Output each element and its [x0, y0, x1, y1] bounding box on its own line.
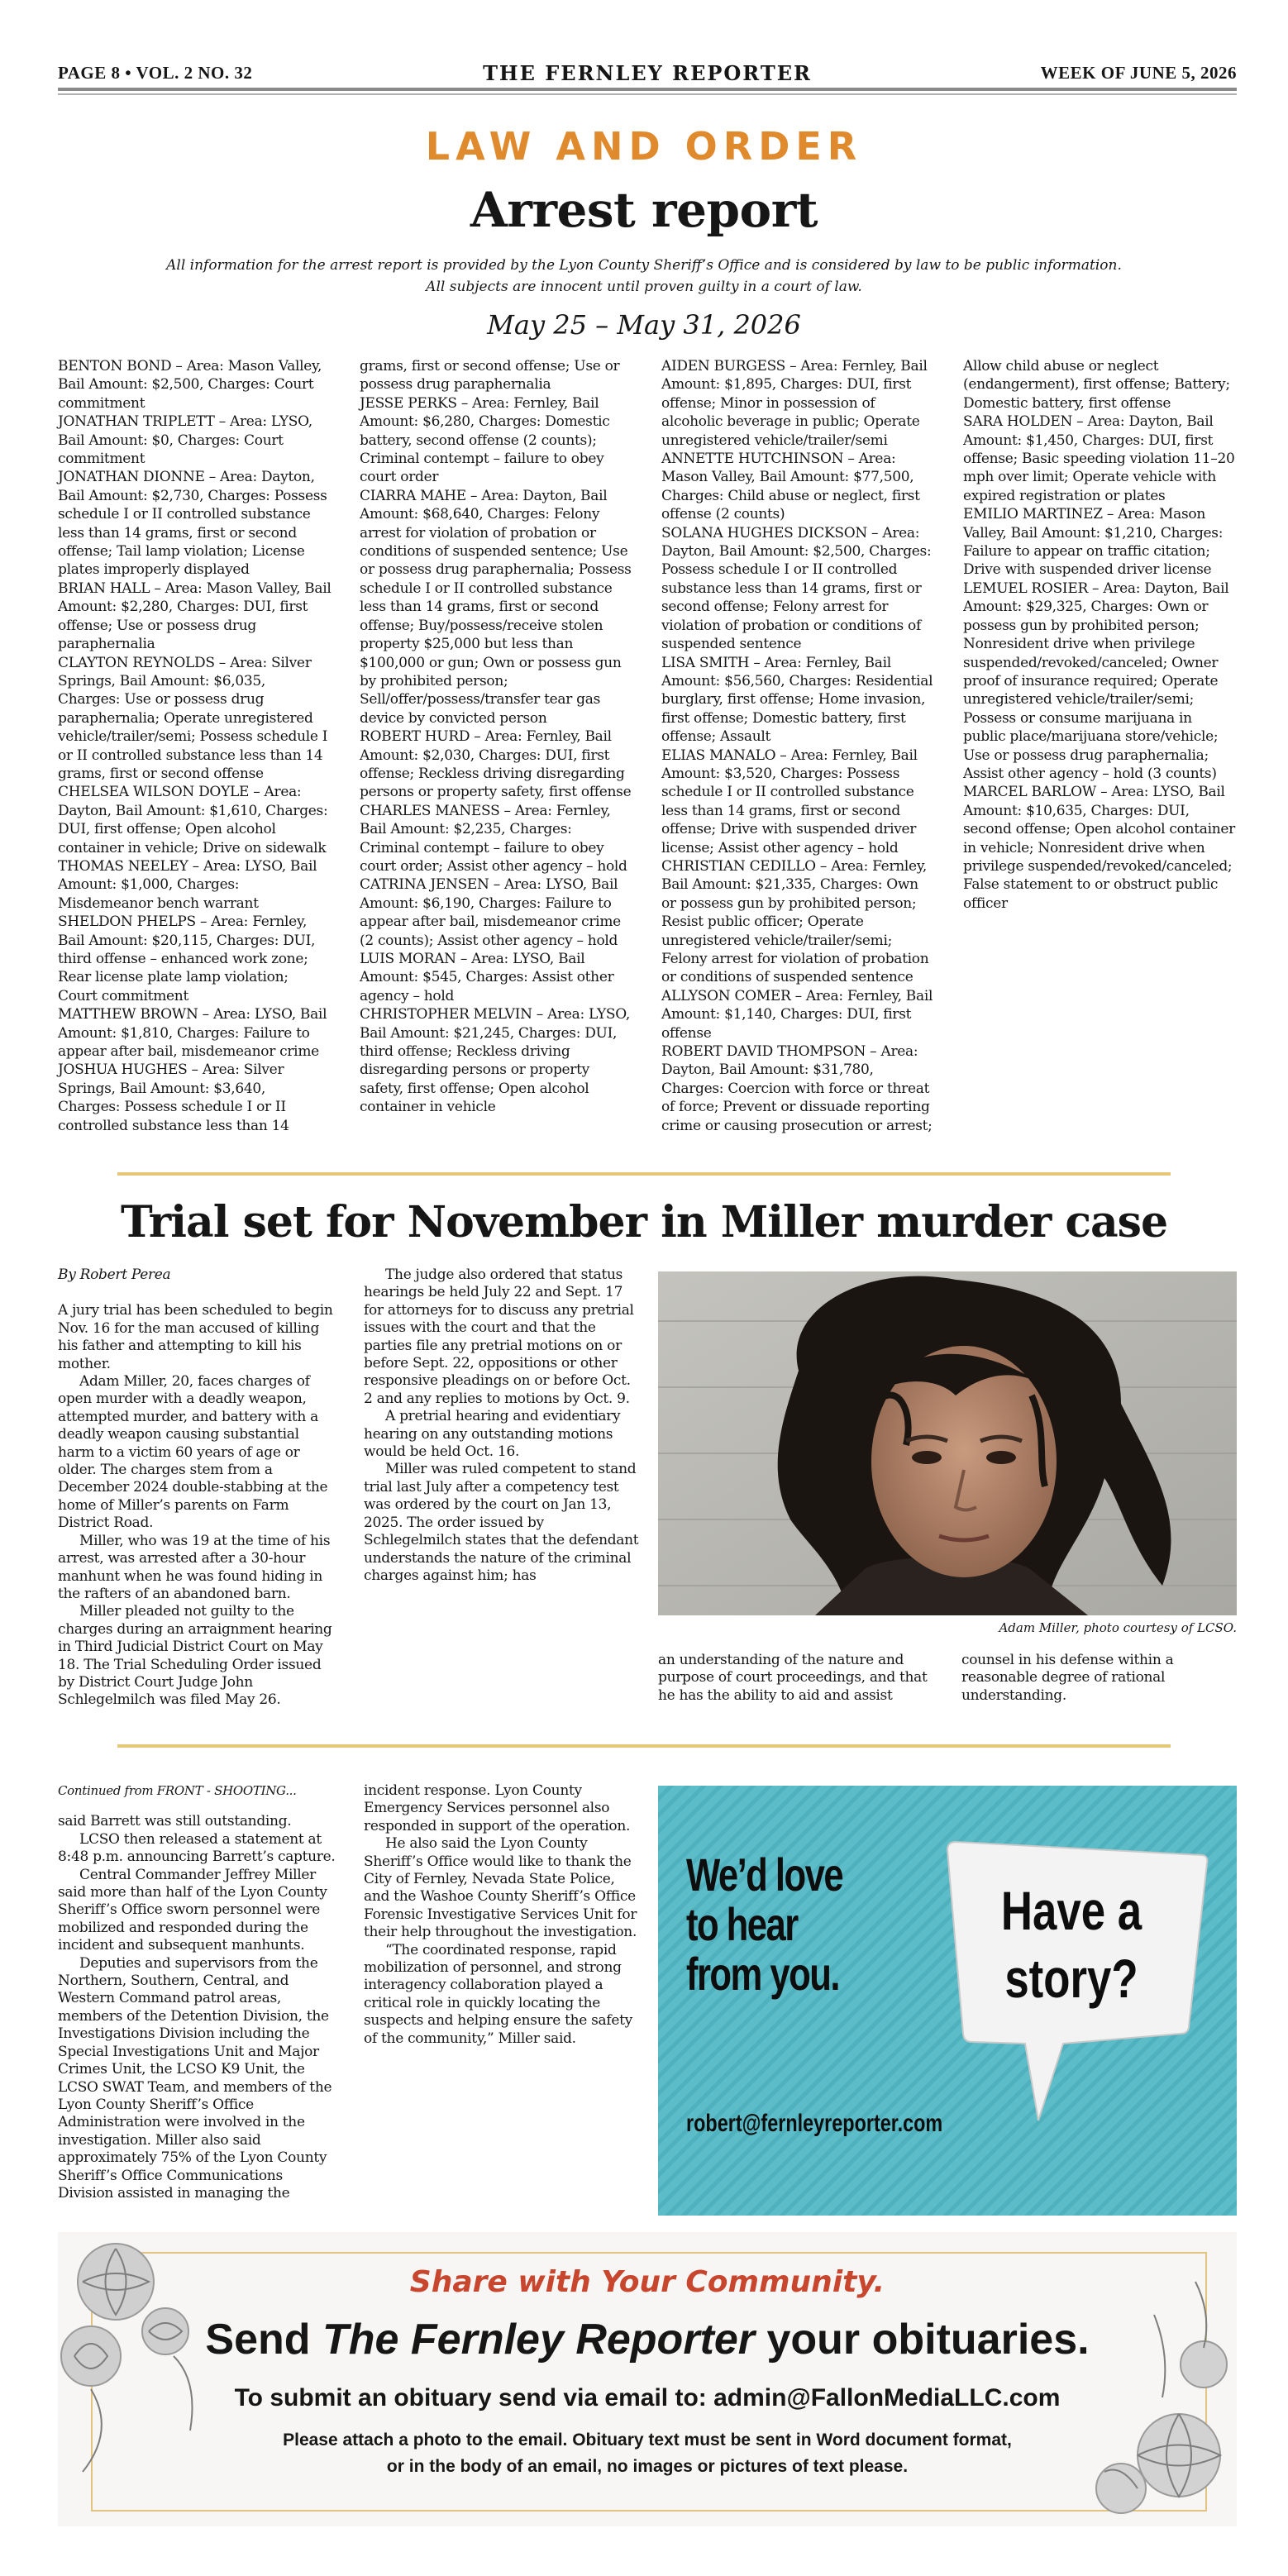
obituary-banner	[58, 2232, 1237, 2526]
story-paragraph: an understanding of the nature and purpose of court proceedings, and that he has the ability to aid and assist counsel in his defense within a reasonable degree of rational understanding.	[658, 1652, 1174, 1704]
arrest-details: – Area: LYSO, Bail Amount: $10,635, Charges: DUI, second offense; Open alcohol container in vehicle; Nonresident drive when privilege suspended/revoked/canceled; False statement to or obstruct public officer	[963, 784, 1235, 912]
arrest-details: – Area: LYSO, Bail Amount: $21,245, Charges: DUI, third offense; Reckless driving disregarding persons or property safety, first offense; Open alcohol container in vehicle	[360, 1006, 630, 1116]
arrest-details: – Area: Dayton, Bail Amount: $2,500, Charges: Possess schedule I or II controlled substance less than 14 grams, first or second offense; Felony arrest for violation of probation or conditions of suspended sentence	[661, 524, 932, 653]
section-divider	[117, 1744, 1171, 1748]
story-paragraph: LCSO then released a statement at 8:48 p.m. announcing Barrett’s capture.	[58, 1830, 336, 1866]
arrest-name: CHRISTIAN CEDILLO	[661, 857, 816, 875]
paper-name: THE FERNLEY REPORTER	[483, 61, 812, 85]
arrest-entry	[661, 524, 935, 654]
ad-bubble-text: Have a story?	[1000, 1880, 1143, 2009]
arrest-name: AIDEN BURGESS	[661, 358, 786, 374]
arrest-report-title: Arrest report	[470, 182, 818, 238]
continued-story-body	[58, 1782, 642, 2212]
arrest-name: SOLANA HUGHES DICKSON	[661, 524, 867, 541]
arrest-details: – Area: Dayton, Bail Amount: $2,730, Charges: Possess schedule I or II controlled substance less than 14 grams, first or second offense; Tail lamp violation; License plates improperly displayed	[58, 469, 327, 579]
trial-headline: Trial set for November in Miller murder case	[120, 1197, 1168, 1247]
arrest-name: BENTON BOND	[58, 358, 172, 374]
arrest-details: – Area: Fernley, Bail Amount: $2,030, Charges: DUI, first offense; Reckless driving disregarding persons or property safety, first offense	[360, 728, 632, 801]
mugshot-photo	[658, 1271, 1237, 1615]
arrest-entry	[360, 487, 633, 727]
arrest-name: LEMUEL ROSIER	[963, 580, 1088, 597]
continued-label: Continued from FRONT - SHOOTING...	[58, 1783, 297, 1798]
headline-part: Send	[205, 2316, 322, 2364]
arrest-name: CIARRA MAHE	[360, 487, 466, 504]
story-paragraph: He also said the Lyon County Sheriff’s Office would like to thank the City of Fernley, Nevada State Police, and the Washoe County Sheriff’s Office Forensic Investigative Services Unit for their help throughout the investigation.	[364, 1835, 637, 1941]
headline-paper-name: The Fernley Reporter	[322, 2316, 756, 2364]
arrest-entry	[963, 505, 1237, 580]
banner-script-line: Share with Your Community.	[409, 2265, 885, 2299]
story-paragraph: Deputies and supervisors from the Northern, Southern, Central, and Western Command patrol areas, members of the Detention Division, the Investigations Division including the Special Investigations Unit and Major Crimes Unit, the LCSO K9 Unit, the LCSO SWAT Team, and members of the Lyon County Sheriff’s Office Administration were involved in the investigation. Miller also said approximately 75% of the Lyon County Sheriff’s Office Communications Division assisted in managing the incident response. Lyon County Emergency Services personnel also responded in support of the operation.	[58, 1782, 631, 2202]
trial-story-continuation	[658, 1652, 1237, 1718]
ad-main-text: We’d love to hear from you.	[686, 1849, 843, 2000]
story-paragraph: Miller, who was 19 at the time of his arrest, was arrested after a 30-hour manhunt when he was found hiding in the rafters of an abandoned barn.	[58, 1532, 331, 1602]
banner-note-line: or in the body of an email, no images or pictures of text please.	[386, 2457, 909, 2476]
arrest-entry	[661, 987, 935, 1042]
arrest-entry	[58, 580, 332, 654]
arrest-name: JOSHUA HUGHES	[58, 1061, 188, 1079]
arrest-details: – Area: LYSO, Bail Amount: $0, Charges: Court commitment	[58, 413, 312, 468]
arrest-entry	[661, 654, 935, 747]
disclaimer-line: All information for the arrest report is provided by the Lyon County Sheriff’s Office and is considered by law to be public information.	[166, 257, 1122, 274]
arrest-name: ALLYSON COMER	[661, 987, 791, 1004]
arrest-details: – Area: Mason Valley, Bail Amount: $77,500, Charges: Child abuse or neglect, first offense (2 counts)	[661, 451, 920, 523]
arrest-details: – Area: Dayton, Bail Amount: $1,450, Charges: DUI, first offense; Basic speeding violation 11–20 mph over limit; Operate vehicle with expired registration or plates	[963, 413, 1235, 504]
story-paragraph: Central Commander Jeffrey Miller said more than half of the Lyon County Sheriff’s Office sworn personnel were mobilized and responded during the incident and subsequent manhunts.	[58, 1866, 327, 1954]
arrest-details: – Area: Fernley, Bail Amount: $3,520, Charges: Possess schedule I or II controlled substance less than 14 grams, first or second offense; Drive with suspended driver license; Assist other agency – hold	[661, 747, 918, 856]
arrest-details: – Area: Mason Valley, Bail Amount: $1,210, Charges: Failure to appear on traffic citation; Drive with suspended driver license	[963, 506, 1224, 579]
story-paragraph: A jury trial has been scheduled to begin Nov. 16 for the man accused of killing his father and attempting to kill his mother.	[58, 1302, 333, 1372]
arrest-name: ROBERT HURD	[360, 728, 470, 746]
banner-headline	[58, 2315, 1237, 2364]
arrest-name: EMILIO MARTINEZ	[963, 506, 1103, 523]
arrest-name: JESSE PERKS	[360, 394, 457, 412]
arrest-details: – Area: Dayton, Bail Amount: $68,640, Charges: Felony arrest for violation of probation or conditions of suspended sentence; Use or possess drug paraphernalia; Possess schedule I or II controlled substance less than 14 grams, first or second offense; Buy/possess/receive stolen property $25,000 but less than $100,000 or gun; Own or possess gun by prohibited person; Sell/offer/possess/transfer tear gas device by convicted person	[360, 487, 632, 727]
arrest-details: – Area: LYSO, Bail Amount: $6,190, Charges: Failure to appear after bail, misdemeanor crime (2 counts); Assist other agency – hold	[360, 876, 621, 949]
ad-email-link[interactable]: robert@fernleyreporter.com	[686, 2110, 943, 2137]
arrest-details: – Area: Mason Valley, Bail Amount: $2,280, Charges: DUI, first offense; Use or possess drug paraphernalia	[58, 580, 332, 653]
story-paragraph: The judge also ordered that status hearings be held July 22 and Sept. 17 for attorneys for to discuss any pretrial issues with the court and that the parties file any pretrial motions on or before Sept. 22, oppositions or other responsive pleadings on or before Oct. 2 and any replies to motions by Oct. 9.	[364, 1267, 634, 1407]
arrest-details: – Area: Dayton, Bail Amount: $29,325, Charges: Own or possess gun by prohibited person; Nonresident drive when privilege suspended/revoked/canceled; Owner proof of insurance required; Operate unregistered vehicle/trailer/semi; Possess or consume marijuana in public place/marijuana store/vehicle; Use or possess drug paraphernalia; Assist other agency – hold (3 counts)	[963, 580, 1229, 782]
arrest-entry	[661, 357, 935, 450]
masthead-rule	[58, 88, 1237, 91]
story-paragraph: Adam Miller, 20, faces charges of open murder with a deadly weapon, attempted murder, and battery with a deadly weapon causing substantial harm to a victim 60 years of age or older. The charges stem from a December 2024 double-stabbing at the home of Miller’s parents on Farm District Road.	[58, 1373, 328, 1532]
photo-caption: Adam Miller, photo courtesy of LCSO.	[999, 1620, 1237, 1635]
arrest-name: CLAYTON REYNOLDS	[58, 654, 215, 671]
byline: By Robert Perea	[58, 1267, 171, 1283]
headline-part: your obituaries.	[755, 2316, 1090, 2364]
arrest-name: CHELSEA WILSON DOYLE	[58, 784, 250, 801]
arrest-details: – Area: Fernley, Bail Amount: $2,235, Charges: Criminal contempt – failure to obey court order; Assist other agency – hold	[360, 802, 627, 875]
arrest-entry	[58, 913, 332, 1005]
story-paragraph: A pretrial hearing and evidentiary hearing on any outstanding motions would be held Oct. 16.	[364, 1408, 621, 1461]
arrest-entry	[661, 450, 935, 524]
arrest-details: – Area: Fernley, Bail Amount: $21,335, Charges: Own or possess gun by prohibited person; Resist public officer; Operate unregistered vehicle/trailer/semi; Felony arrest for violation of probation or conditions of suspended sentence	[661, 857, 929, 986]
arrest-name: CATRINA JENSEN	[360, 876, 489, 894]
arrest-name: THOMAS NEELEY	[58, 857, 188, 875]
arrest-entry	[58, 1005, 332, 1061]
story-ad	[658, 1786, 1237, 2216]
arrest-entry	[360, 950, 633, 1005]
disclaimer-line: All subjects are innocent until proven guilty in a court of law.	[426, 279, 862, 295]
story-paragraph: Miller pleaded not guilty to the charges during an arraignment hearing in Third Judicial District Court on May 18. The Trial Scheduling Order issued by District Court Judge John Schlegelmilch was filed May 26.	[58, 1603, 332, 1709]
arrest-entry	[661, 747, 935, 857]
arrest-entry	[661, 857, 935, 987]
trial-story-body	[58, 1267, 642, 1716]
arrest-name: SARA HOLDEN	[963, 413, 1073, 431]
arrest-details: – Area: LYSO, Bail Amount: $545, Charges: Assist other agency – hold	[360, 951, 614, 1004]
arrest-details: – Area: Fernley, Bail Amount: $1,895, Charges: DUI, first offense; Minor in possession of alcoholic beverage in public; Operate unregistered vehicle/trailer/semi	[661, 358, 928, 449]
story-paragraph: “The coordinated response, rapid mobilization of personnel, and strong interagency collaboration played a critical role in quickly locating the suspects and helping ensure the safety of the community,” Miller said.	[364, 1941, 632, 2047]
arrest-list	[58, 357, 1237, 1146]
arrest-details: – Area: LYSO, Bail Amount: $1,000, Charges: Misdemeanor bench warrant	[58, 857, 317, 912]
arrest-name: LISA SMITH	[661, 654, 750, 671]
arrest-name: JONATHAN DIONNE	[58, 469, 205, 486]
section-divider	[117, 1172, 1171, 1176]
arrest-details: – Area: Dayton, Bail Amount: $31,780, Charges: Coercion with force or threat of force; Prevent or dissuade reporting crime or causing prosecution or arrest; Allow child abuse or neglect (endangerment), first offense; Battery; Domestic battery, first offense	[661, 358, 1230, 1134]
banner-email-line[interactable]: To submit an obituary send via email to: admin@FallonMediaLLC.com	[234, 2384, 1061, 2411]
banner-note-line: Please attach a photo to the email. Obituary text must be sent in Word document format,	[283, 2431, 1012, 2450]
arrest-entry	[58, 357, 332, 413]
arrest-name: MARCEL BARLOW	[963, 784, 1096, 801]
page-info: PAGE 8 • VOL. 2 NO. 32	[58, 63, 253, 83]
masthead-rule-thin	[58, 93, 1237, 95]
arrest-details: – Area: Fernley, Bail Amount: $6,280, Charges: Domestic battery, second offense (2 counts); Criminal contempt – failure to obey court order	[360, 394, 610, 486]
arrest-entry	[360, 727, 633, 802]
arrest-entry	[360, 1005, 633, 1116]
banner-note	[58, 2427, 1237, 2480]
arrest-entry	[360, 394, 633, 487]
arrest-entry	[58, 468, 332, 579]
arrest-name: ANNETTE HUTCHINSON	[661, 451, 844, 468]
arrest-entry	[58, 857, 332, 913]
arrest-name: LUIS MORAN	[360, 951, 456, 967]
arrest-entry	[58, 413, 332, 468]
arrest-details: – Area: Mason Valley, Bail Amount: $2,500, Charges: Court commitment	[58, 358, 322, 412]
arrest-entry	[58, 783, 332, 857]
arrest-disclaimer	[165, 255, 1123, 298]
arrest-entry	[963, 413, 1237, 505]
story-paragraph: Miller was ruled competent to stand trial last July after a competency test was ordered by the court on Jan 13, 2025. The order issued by Schlegelmilch states that the defendant understands the nature of the criminal charges against him; has	[364, 1461, 639, 1584]
arrest-date-range: May 25 – May 31, 2026	[487, 309, 801, 341]
arrest-name: MATTHEW BROWN	[58, 1006, 198, 1023]
masthead	[58, 60, 1237, 88]
arrest-details: – Area: Silver Springs, Bail Amount: $3,640, Charges: Possess schedule I or II controlled substance less than 14 grams, first or second offense; Use or possess drug paraphernalia	[58, 358, 620, 1134]
arrest-details: – Area: Fernley, Bail Amount: $20,115, Charges: DUI, third offense – enhanced work zone; Rear license plate lamp violation; Court commitment	[58, 914, 316, 1004]
arrest-details: – Area: Silver Springs, Bail Amount: $6,035, Charges: Use or possess drug paraphernalia; Operate unregistered vehicle/trailer/semi; Possess schedule I or II controlled substance less than 14 grams, first or second offense	[58, 654, 328, 782]
arrest-name: CHARLES MANESS	[360, 802, 500, 819]
section-kicker: LAW AND ORDER	[425, 124, 863, 169]
arrest-entry	[963, 580, 1237, 783]
arrest-name: ELIAS MANALO	[661, 747, 776, 764]
arrest-entry	[360, 802, 633, 876]
arrest-name: CHRISTOPHER MELVIN	[360, 1006, 532, 1023]
arrest-name: ROBERT DAVID THOMPSON	[661, 1043, 866, 1061]
arrest-name: SHELDON PHELPS	[58, 914, 196, 931]
arrest-entry	[58, 654, 332, 784]
arrest-details: – Area: Dayton, Bail Amount: $1,610, Charges: DUI, first offense; Open alcohol container in vehicle; Drive on sidewalk	[58, 784, 328, 856]
arrest-name: JONATHAN TRIPLETT	[58, 413, 215, 431]
arrest-entry	[360, 875, 633, 950]
issue-date: WEEK OF JUNE 5, 2026	[1040, 63, 1237, 83]
arrest-entry	[963, 783, 1237, 913]
story-paragraph: said Barrett was still outstanding.	[58, 1813, 292, 1830]
arrest-details: – Area: LYSO, Bail Amount: $1,810, Charges: Failure to appear after bail, misdemeanor crime	[58, 1006, 327, 1061]
arrest-name: BRIAN HALL	[58, 580, 150, 597]
arrest-details: – Area: Fernley, Bail Amount: $56,560, Charges: Residential burglary, first offense; Home invasion, first offense; Domestic battery, first offense; Assault	[661, 654, 933, 746]
arrest-details: – Area: Fernley, Bail Amount: $1,140, Charges: DUI, first offense	[661, 987, 933, 1042]
